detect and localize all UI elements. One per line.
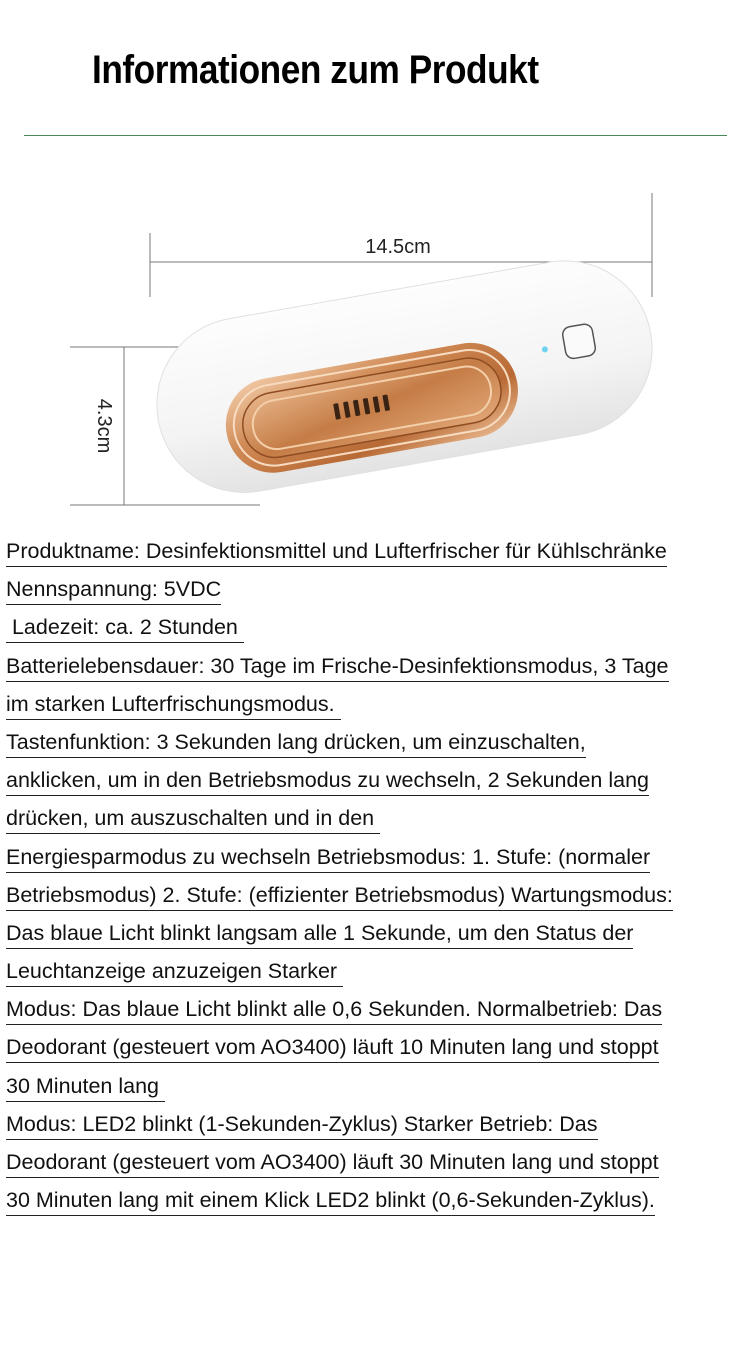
description-line: Deodorant (gesteuert vom AO3400) läuft 30 Minuten lang und stoppt	[6, 1143, 742, 1181]
description-line: Modus: LED2 blinkt (1-Sekunden-Zyklus) Starker Betrieb: Das	[6, 1105, 742, 1143]
description-line: Nennspannung: 5VDC	[6, 570, 742, 608]
product-image	[60, 185, 670, 515]
description-line: Das blaue Licht blinkt langsam alle 1 Sekunde, um den Status der	[6, 914, 742, 952]
description-line: Batterielebensdauer: 30 Tage im Frische-Desinfektionsmodus, 3 Tage	[6, 647, 742, 685]
description-line: 30 Minuten lang mit einem Klick LED2 blinkt (0,6-Sekunden-Zyklus).	[6, 1181, 742, 1219]
description-line: Deodorant (gesteuert vom AO3400) läuft 10 Minuten lang und stoppt	[6, 1028, 742, 1066]
page-title: Informationen zum Produkt	[92, 48, 539, 92]
description-line: drücken, um auszuschalten und in den	[6, 799, 742, 837]
description-line: Produktname: Desinfektionsmittel und Lufterfrischer für Kühlschränke	[6, 532, 742, 570]
description-line: 30 Minuten lang	[6, 1067, 742, 1105]
description-line: anklicken, um in den Betriebsmodus zu wechseln, 2 Sekunden lang	[6, 761, 742, 799]
height-label: 4.3cm	[93, 398, 115, 454]
description-line: im starken Lufterfrischungsmodus.	[6, 685, 742, 723]
description-line: Modus: Das blaue Licht blinkt alle 0,6 Sekunden. Normalbetrieb: Das	[6, 990, 742, 1028]
device-body	[143, 247, 666, 506]
power-button	[561, 323, 596, 360]
title-divider	[24, 135, 727, 136]
width-label: 14.5cm	[365, 236, 431, 258]
product-description	[6, 532, 742, 1219]
description-line: Tastenfunktion: 3 Sekunden lang drücken, um einzuschalten,	[6, 723, 742, 761]
description-line: Energiesparmodus zu wechseln Betriebsmodus: 1. Stufe: (normaler	[6, 838, 742, 876]
description-line: Ladezeit: ca. 2 Stunden	[6, 608, 742, 646]
description-line: Leuchtanzeige anzuzeigen Starker	[6, 952, 742, 990]
description-line: Betriebsmodus) 2. Stufe: (effizienter Betriebsmodus) Wartungsmodus:	[6, 876, 742, 914]
